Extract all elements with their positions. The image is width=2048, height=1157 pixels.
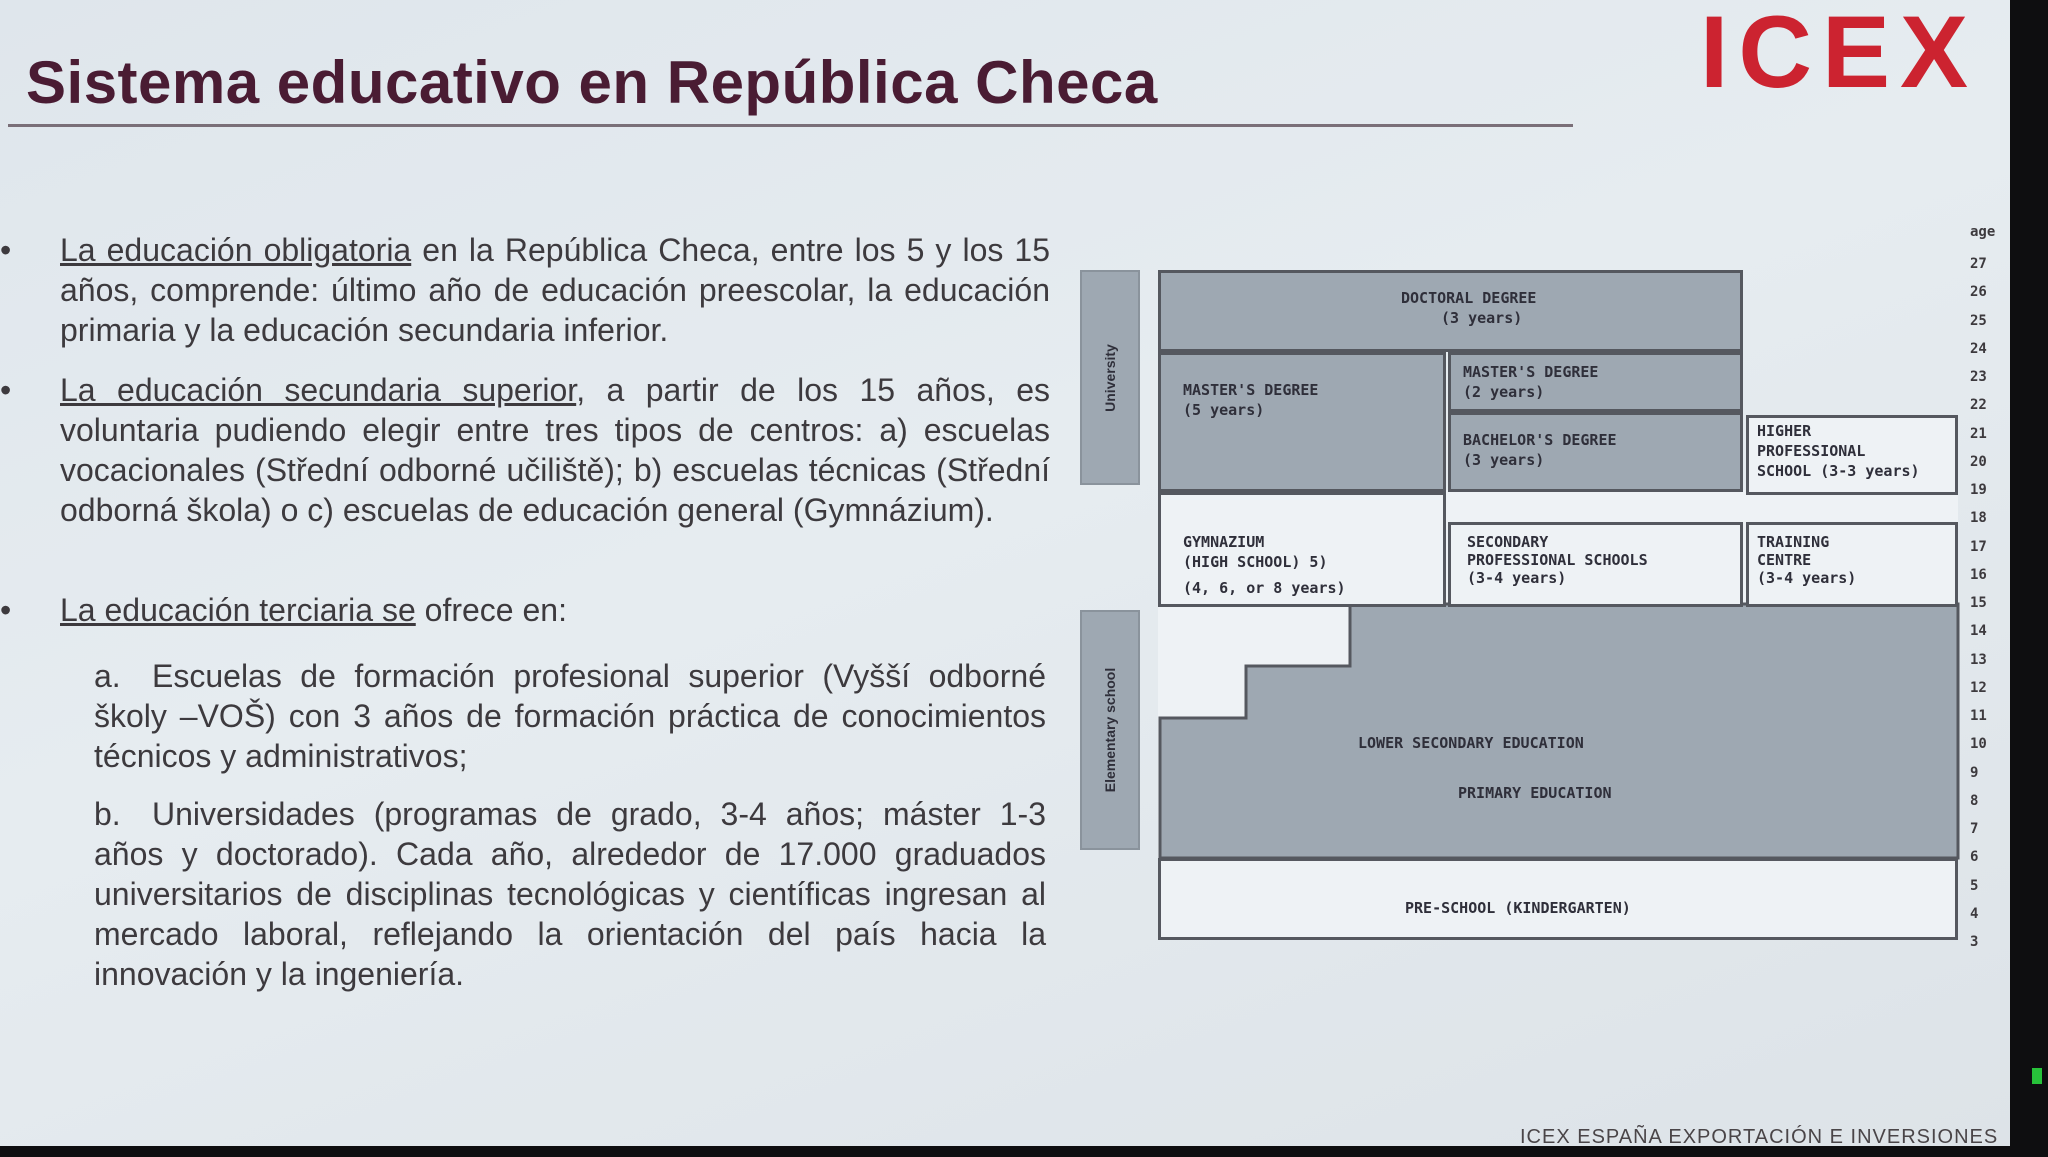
masters-short-label: MASTER'S DEGREE [1463,363,1599,381]
age-label: 7 [1970,821,1979,837]
paragraph-tertiary [60,590,1050,630]
paragraph-text: en la República Checa, entre los 5 y los 15 años, comprende: último año de educación preescolar, la educación primaria y la educación secundaria inferior. [60,232,1051,348]
sub-item-text: Universidades (programas de grado, 3-4 años; máster 1-3 años y doctorado). Cada año, alrededor de 17.000 graduados universitarios de disciplinas tecnológicas y científicas ingresan al mercado laboral, reflejando la orientación del país hacia la innovación y la ingeniería. [94,796,1046,992]
masters-short-box [1448,352,1743,412]
gymnazium-duration: (4, 6, or 8 years) [1183,579,1346,597]
age-label: 5 [1970,878,1979,894]
side-label-text: University [1102,343,1118,412]
age-label: 9 [1970,765,1979,781]
paragraph-text: , a partir de los 15 años, es voluntaria pudiendo elegir entre tres tipos de centros: a) escuelas vocacionales (Střední odborné učiliště); b) escuelas técnicas (Střední odborná škola) o c) escuelas de educación general (Gymnázium). [60,372,1051,528]
doctoral-duration: (3 years) [1441,309,1523,327]
higher-prof-label-2: PROFESSIONAL [1757,442,1866,460]
age-label: 22 [1970,397,1987,413]
side-label-text: Elementary school [1102,667,1118,793]
title-divider [8,124,1573,127]
age-label: 15 [1970,595,1987,611]
primary-label: PRIMARY EDUCATION [1458,784,1612,802]
higher-prof-label: HIGHER [1757,422,1812,440]
training-duration: (3-4 years) [1757,569,1857,587]
higher-professional-box [1746,415,1958,495]
masters-long-box [1158,352,1446,492]
bullet-marker: • [0,232,12,268]
gymnazium-label-2: (HIGH SCHOOL) 5) [1183,553,1328,571]
secondary-prof-duration: (3-4 years) [1467,569,1567,587]
age-label: 21 [1970,426,1987,442]
preschool-box [1158,858,1958,940]
doctoral-label: DOCTORAL DEGREE [1401,289,1537,307]
doctoral-box [1158,270,1743,352]
side-label-elementary [1080,610,1140,850]
status-indicator [2032,1068,2042,1084]
sub-item-mark: a. [94,658,121,694]
age-label: 24 [1970,341,1987,357]
training-label: TRAINING [1757,533,1830,551]
bachelor-box [1448,412,1743,492]
age-label: 3 [1970,934,1979,950]
gymnazium-label: GYMNAZIUM [1183,533,1265,551]
lower-stair-block [1158,600,1960,860]
higher-prof-label-3: SCHOOL (3-3 years) [1757,462,1920,480]
paragraph-upper-secondary [60,370,1050,530]
gymnazium-box [1158,492,1446,607]
side-label-university [1080,270,1140,485]
age-label: 10 [1970,736,1987,752]
sub-item-text: Escuelas de formación profesional superior (Vyšší odborné školy –VOŠ) con 3 años de formación práctica de conocimientos técnicos y administrativos; [94,658,1046,774]
bachelor-label: BACHELOR'S DEGREE [1463,431,1617,449]
age-label: 23 [1970,369,1987,385]
preschool-label: PRE-SCHOOL (KINDERGARTEN) [1405,899,1631,917]
training-label-2: CENTRE [1757,551,1812,569]
secondary-prof-label-2: PROFESSIONAL SCHOOLS [1467,551,1648,569]
sub-item-a [94,656,1046,776]
masters-short-duration: (2 years) [1463,383,1545,401]
age-label: 12 [1970,680,1987,696]
slide-title: Sistema educativo en República Checa [26,49,1158,116]
age-label: 16 [1970,567,1987,583]
age-label: 18 [1970,510,1987,526]
icex-logo: ICEX [1700,0,1979,109]
masters-long-duration: (5 years) [1183,401,1265,419]
age-label: 8 [1970,793,1979,809]
sub-item-b [94,794,1046,994]
training-centre-box [1746,522,1958,607]
age-label: 14 [1970,623,1987,639]
age-label: 17 [1970,539,1987,555]
age-label: 11 [1970,708,1987,724]
age-label: 27 [1970,256,1987,272]
sub-item-mark: b. [94,796,121,832]
age-label: 25 [1970,313,1987,329]
paragraph-compulsory [60,230,1050,350]
age-header: age [1970,224,1996,240]
age-label: 6 [1970,849,1979,865]
age-label: 4 [1970,906,1979,922]
secondary-professional-box [1448,522,1743,607]
secondary-prof-label: SECONDARY [1467,533,1549,551]
paragraph-text: ofrece en: [415,592,567,628]
age-label: 20 [1970,454,1987,470]
age-label: 26 [1970,284,1987,300]
slide-footer: ICEX ESPAÑA EXPORTACIÓN E INVERSIONES [1520,1126,1999,1146]
bullet-marker: • [0,372,12,408]
bullet-marker: • [0,592,12,628]
paragraph-lead: La educación obligatoria [60,232,412,268]
paragraph-lead: La educación secundaria superior [60,372,577,408]
paragraph-lead: La educación terciaria se [60,592,416,628]
masters-long-label: MASTER'S DEGREE [1183,381,1319,399]
age-label: 19 [1970,482,1987,498]
age-label: 13 [1970,652,1987,668]
lower-secondary-label: LOWER SECONDARY EDUCATION [1358,734,1584,752]
bachelor-duration: (3 years) [1463,451,1545,469]
